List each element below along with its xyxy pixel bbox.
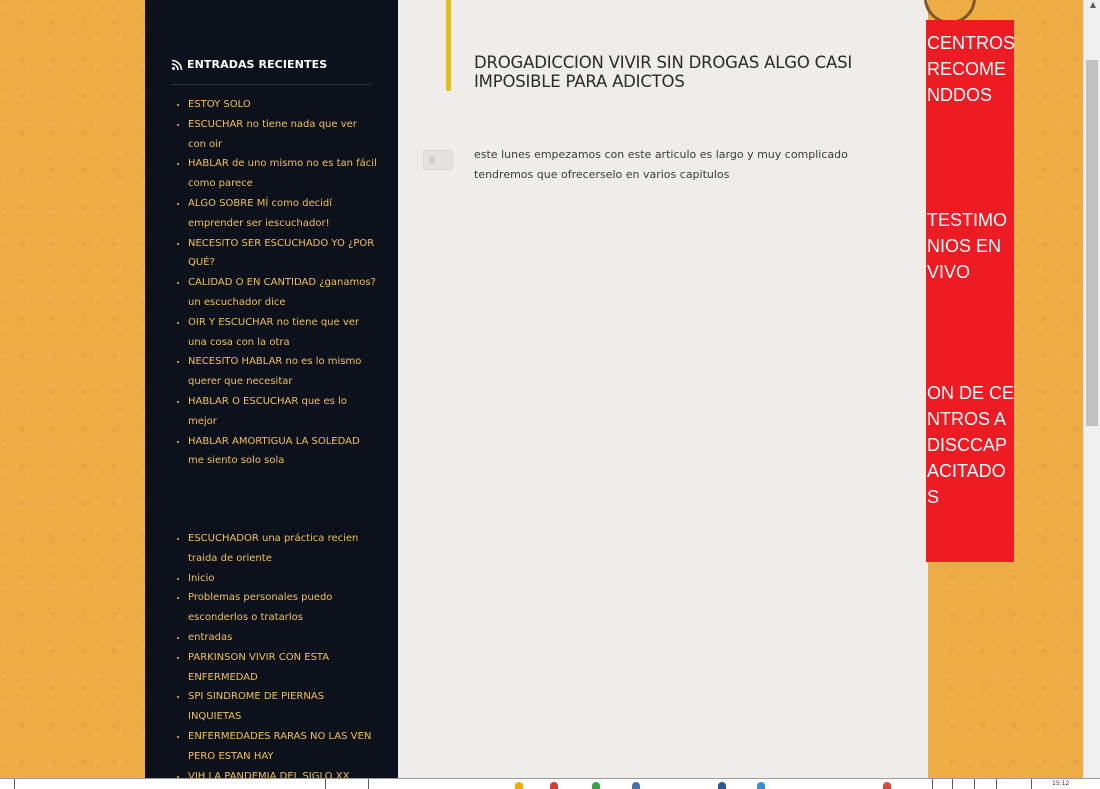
centros-discapacitados-link[interactable]: ON DE CENTROS A DISCCAPACITADOS <box>927 383 1015 507</box>
recent-post-link[interactable]: • HABLAR AMORTIGUA LA SOLEDAD me siento solo sola <box>188 432 378 472</box>
title-accent-bar <box>446 0 451 91</box>
widget-divider <box>171 84 372 85</box>
page-link[interactable]: • ESCUCHADOR una práctica recien traida de oriente <box>188 529 378 569</box>
recent-post-link[interactable]: • CALIDAD O EN CANTIDAD ¿ganamos? un escuchador dice <box>188 273 378 313</box>
scrollbar-thumb[interactable] <box>1086 60 1098 426</box>
recent-post-link[interactable]: • ESCUCHAR no tiene nada que ver con oir <box>188 115 378 155</box>
recent-post-link[interactable]: • NECESITO HABLAR no es lo mismo querer que necesitar <box>188 352 378 392</box>
page-link[interactable]: • ENFERMEDADES RARAS NO LAS VEN PERO ESTAN HAY <box>188 727 378 767</box>
recent-post-link[interactable]: • HABLAR de uno mismo no es tan fácil como parece <box>188 154 378 194</box>
widget-title-text: ENTRADAS RECIENTES <box>187 58 328 71</box>
centros-recomendados-link[interactable]: CENTROS RECOMENDDOS <box>927 33 1016 105</box>
main-content <box>398 0 928 778</box>
widget-placeholder-icon <box>429 157 435 163</box>
recent-post-link[interactable]: • ESTOY SOLO <box>188 95 378 115</box>
vertical-scrollbar[interactable] <box>1083 0 1100 778</box>
page-link[interactable]: • entradas <box>188 628 378 648</box>
page-link[interactable]: • Inicio <box>188 569 378 589</box>
page-link[interactable]: • SPI SINDROME DE PIERNAS INQUIETAS <box>188 687 378 727</box>
scroll-up-arrow-icon[interactable]: ▲ <box>1089 0 1097 9</box>
pages-list <box>173 529 378 778</box>
embedded-widget-placeholder[interactable] <box>423 150 453 170</box>
testimonios-link[interactable]: TESTIMONIOS EN VIVO <box>927 210 1007 282</box>
post-title: DROGADICCION VIVIR SIN DROGAS ALGO CASI IMPOSIBLE PARA ADICTOS <box>474 53 853 91</box>
rss-icon <box>171 59 183 71</box>
os-taskbar <box>0 778 1100 789</box>
page-link[interactable]: • VIH LA PANDEMIA DEL SIGLO XX <box>188 767 378 778</box>
page-link[interactable]: • Problemas personales puedo esconderlos o tratarlos <box>188 588 378 628</box>
post-body: este lunes empezamos con este articulo es largo y muy complicado tendremos que ofrecerselo en varios capitulos <box>474 148 848 181</box>
taskbar-clock[interactable]: 15:12 <box>1052 780 1070 787</box>
sidebar <box>145 0 398 778</box>
recent-post-link[interactable]: • OIR Y ESCUCHAR no tiene que ver una cosa con la otra <box>188 313 378 353</box>
recent-post-link[interactable]: • NECESITO SER ESCUCHADO YO ¿POR QUÉ? <box>188 234 378 274</box>
recent-post-link[interactable]: • ALGO SOBRE MÍ como decidí emprender ser iescuchador! <box>188 194 378 234</box>
recent-posts-list <box>173 95 378 471</box>
recent-posts-widget-title <box>171 58 371 71</box>
red-links-panel <box>926 20 1014 562</box>
page-link[interactable]: • PARKINSON VIVIR CON ESTA ENFERMEDAD <box>188 648 378 688</box>
recent-post-link[interactable]: • HABLAR O ESCUCHAR que es lo mejor <box>188 392 378 432</box>
